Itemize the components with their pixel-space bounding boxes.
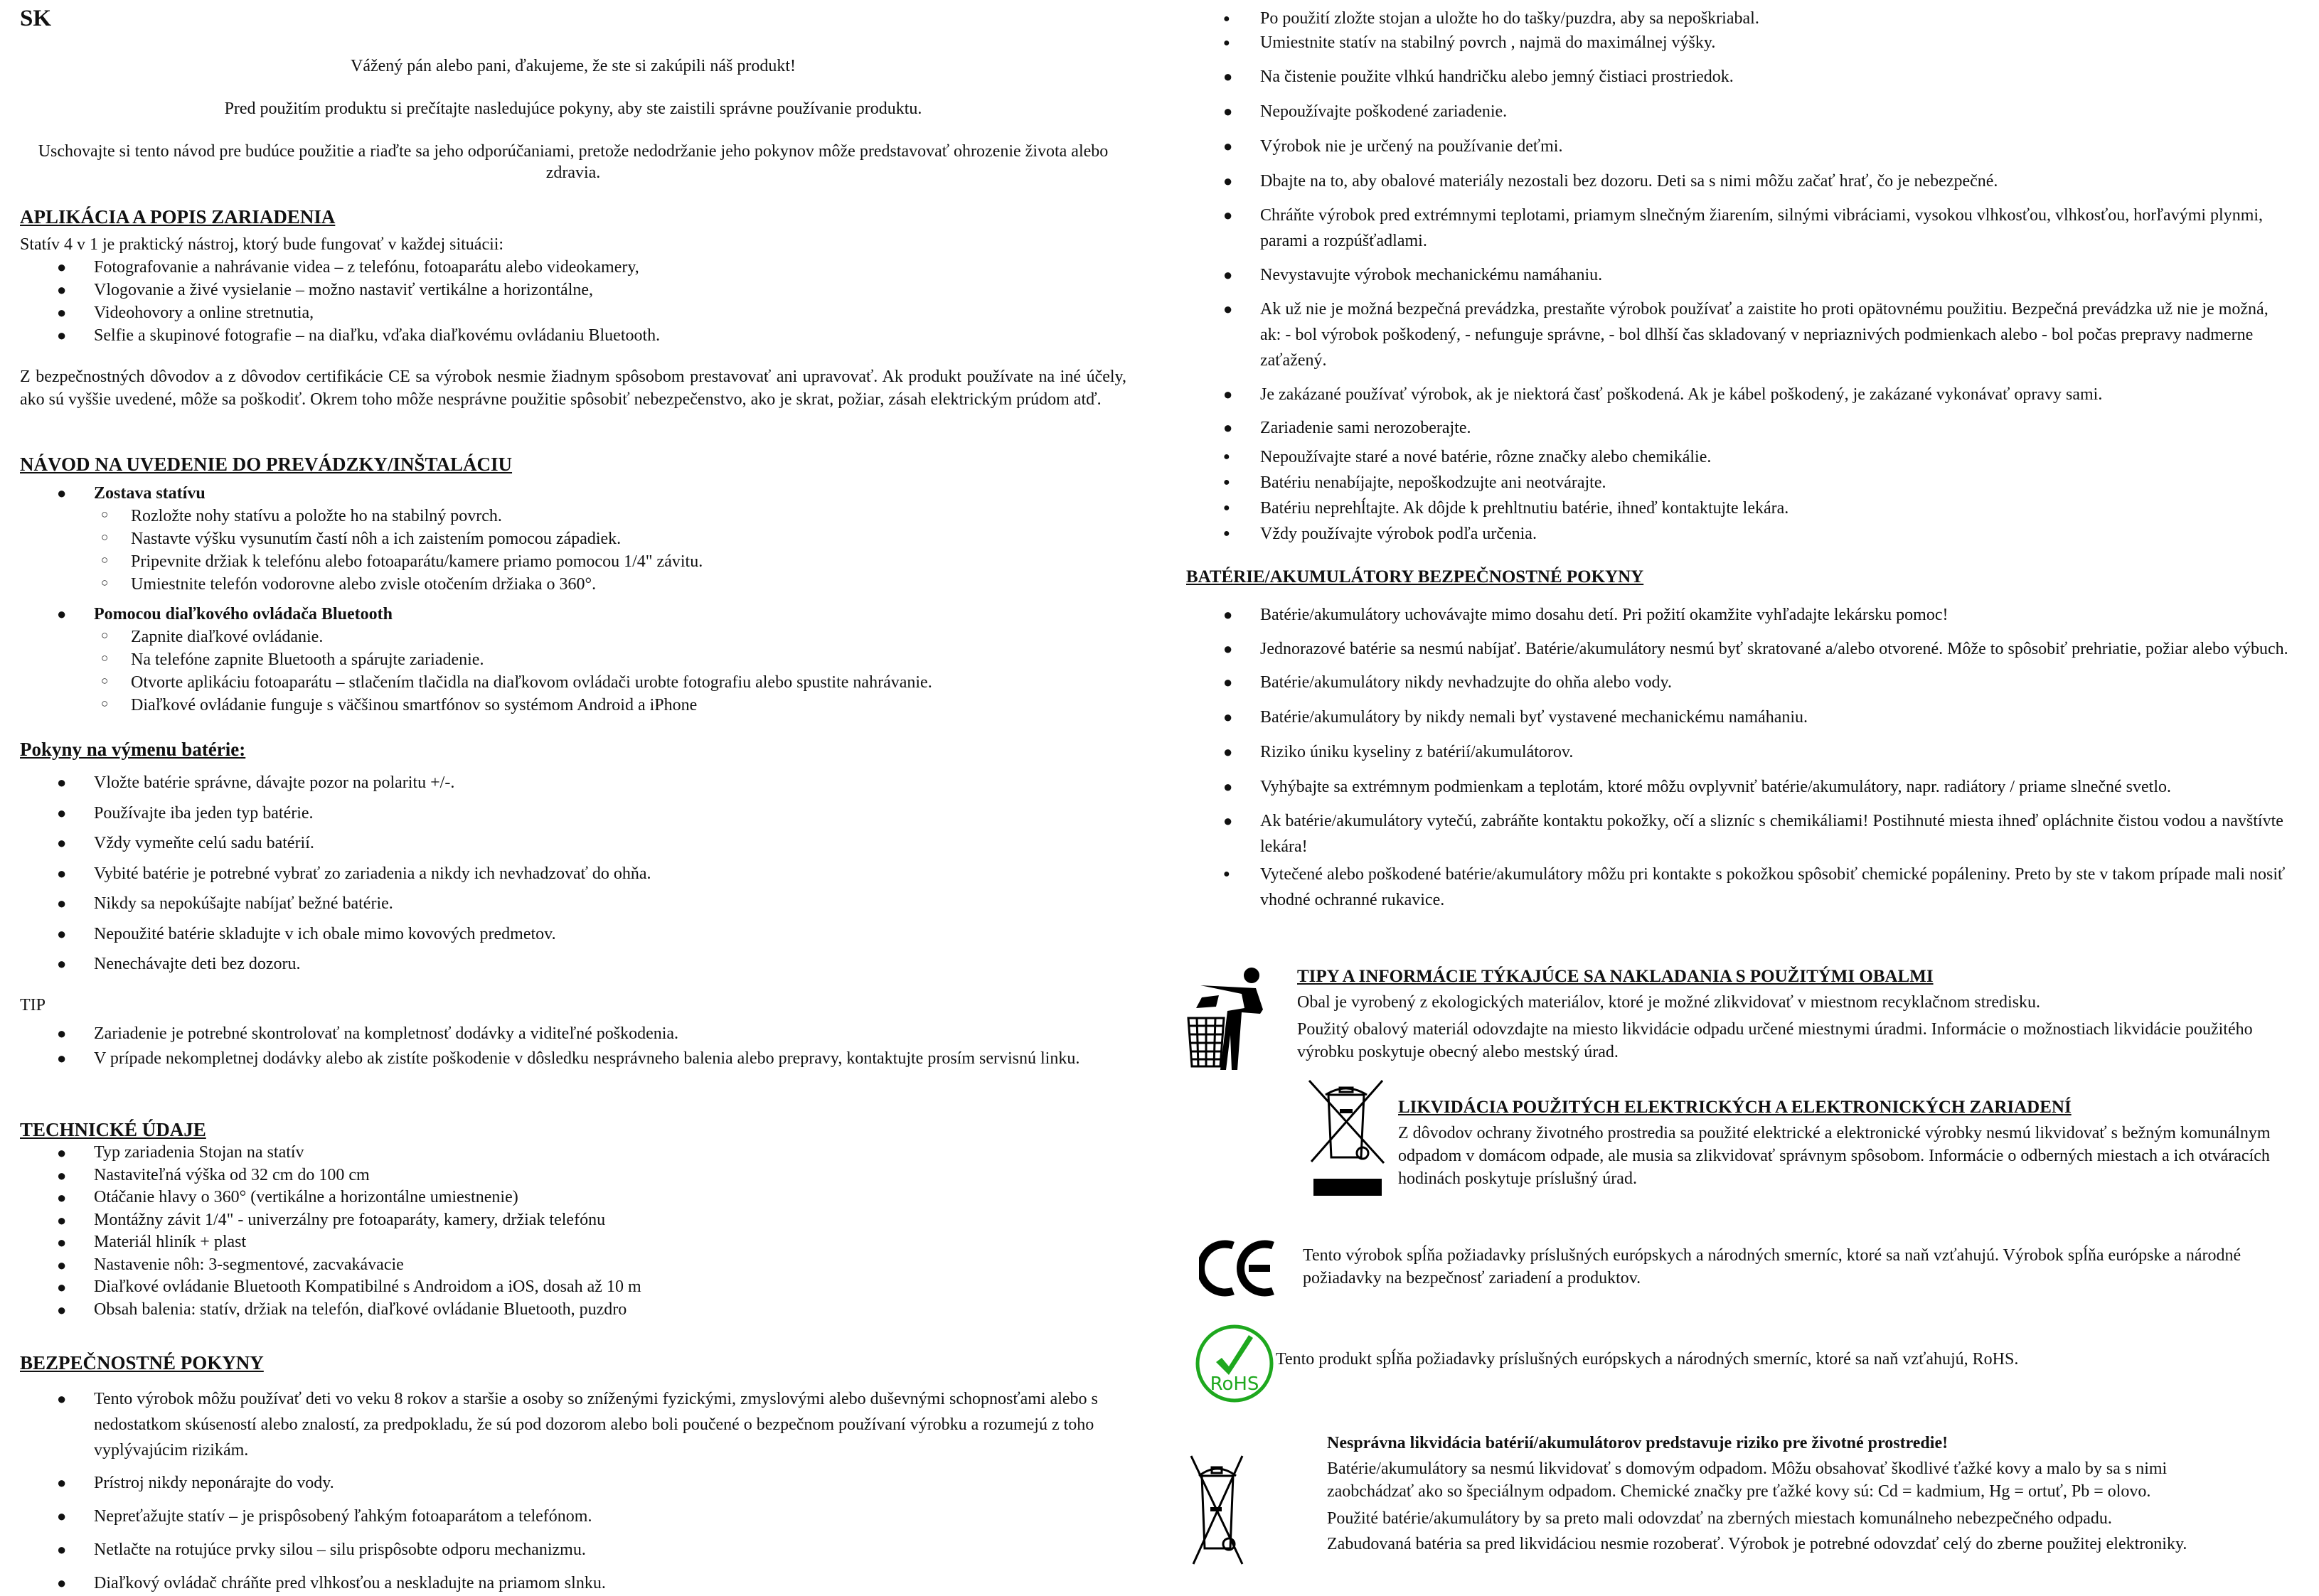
bullet-icon: ● xyxy=(57,605,67,623)
list-item: ● Zostava statívu xyxy=(94,482,1125,505)
bullet-icon: ● xyxy=(57,258,67,276)
list-item: ○ Umiestnite telefón vodorovne alebo zvisle otočením držiaka o 360°. xyxy=(131,573,1126,596)
battery-disposal-text-3: Zabudovaná batéria sa pred likvidáciou nesmie rozoberať. Výrobok je potrebné odovzdať celý do zberne použitej elektroniky. xyxy=(1327,1535,2187,1553)
list-item: ● Materiál hliník + plast xyxy=(94,1231,1125,1254)
rohs-text: Tento produkt spĺňa požiadavky príslušných európskych a národných smerníc, ktoré sa naň vzťahujú, RoHS. xyxy=(1276,1350,2019,1369)
list-item: ● Ak batérie/akumulátory vytečú, zabráňte kontaktu pokožky, očí a slizníc s chemikáliami! Postihnuté miesta ihneď opláchnite čistou vodou a navštívte lekára! xyxy=(1260,808,2291,859)
bullet-icon: ● xyxy=(57,1390,67,1408)
bullet-icon: ● xyxy=(57,1474,67,1491)
rohs-badge-icon xyxy=(1195,1324,1274,1403)
list-item: ● Nastaviteľná výška od 32 cm do 100 cm xyxy=(94,1164,1125,1187)
read-first-note: Pred použitím produktu si prečítajte nasledujúce pokyny, aby ste zaistili správne používanie produktu. xyxy=(224,100,922,118)
circle-bullet-icon: ○ xyxy=(101,674,109,687)
list-item: ● Riziko úniku kyseliny z batérií/akumulátorov. xyxy=(1260,739,2291,765)
bullet-icon: ● xyxy=(57,924,67,943)
bullet-icon: ● xyxy=(1223,300,1233,318)
safety-list-left xyxy=(57,1386,1129,1596)
battery-replacement-heading: Pokyny na výmenu batérie: xyxy=(20,739,246,760)
technical-list xyxy=(57,1142,1125,1321)
bullet-icon: ● xyxy=(1223,102,1233,120)
circle-bullet-icon: ○ xyxy=(101,508,109,521)
list-item: ● Vytečené alebo poškodené batérie/akumulátory môžu pri kontakte s pokožkou spôsobiť chemické popáleniny. Preto by ste v takom prípade mali nosiť vhodné ochranné rukavice. xyxy=(1260,862,2291,913)
list-item: ● Nepoužité batérie skladujte v ich obale mimo kovových predmetov. xyxy=(94,919,1125,950)
list-item: ● Umiestnite statív na stabilný povrch , najmä do maximálnej výšky. xyxy=(1260,31,2291,55)
list-item: ● Pomocou diaľkového ovládača Bluetooth xyxy=(94,603,1125,626)
bullet-icon: ● xyxy=(1223,868,1230,880)
bullet-icon: ● xyxy=(1223,476,1230,488)
keep-manual-note: Uschovajte si tento návod pre budúce použitie a riaďte sa jeho odporúčaniami, pretože nedodržanie jeho pokynov môže predstavovať ohrozenie života alebo zdravia. xyxy=(38,142,1109,182)
bullet-icon: ● xyxy=(57,773,67,791)
bullet-icon: ● xyxy=(1223,640,1233,658)
list-item: ● Vždy používajte výrobok podľa určenia. xyxy=(1260,521,2291,547)
crossed-bin-icon xyxy=(1307,1079,1385,1199)
bullet-icon: ● xyxy=(1223,13,1230,25)
list-item: ○ Otvorte aplikáciu fotoaparátu – stlačením tlačidla na diaľkovom ovládači urobte fotografiu alebo spustite nahrávanie. xyxy=(131,671,1126,694)
list-item: ● Nevystavujte výrobok mechanickému namáhaniu. xyxy=(1260,262,2291,288)
bullet-icon: ● xyxy=(57,1189,67,1206)
circle-bullet-icon: ○ xyxy=(101,628,109,642)
bullet-icon: ● xyxy=(1223,172,1233,190)
list-item: ● Typ zariadenia Stojan na statív xyxy=(94,1142,1125,1164)
bullet-icon: ● xyxy=(57,1211,67,1229)
bullet-icon: ● xyxy=(57,1166,67,1184)
bluetooth-steps xyxy=(101,626,1126,717)
battery-safety-list xyxy=(1223,602,2291,913)
bullet-icon: ● xyxy=(57,955,67,973)
list-item: ● V prípade nekompletnej dodávky alebo ak zistíte poškodenie v dôsledku nesprávneho balenia alebo prepravy, kontaktujte prosím servisnú linku. xyxy=(94,1047,1126,1070)
list-item: ● Diaľkové ovládanie Bluetooth Kompatibilné s Androidom a iOS, dosah až 10 m xyxy=(94,1276,1125,1299)
circle-bullet-icon: ○ xyxy=(101,576,109,589)
list-item: ● Dbajte na to, aby obalové materiály nezostali bez dozoru. Deti sa s nimi môžu začať hrať, čo je nebezpečné. xyxy=(1260,168,2291,194)
bullet-icon: ● xyxy=(1223,206,1233,224)
circle-bullet-icon: ○ xyxy=(101,530,109,544)
battery-safety-heading: BATÉRIE/AKUMULÁTORY BEZPEČNOSTNÉ POKYNY xyxy=(1186,567,1644,587)
bullet-icon: ● xyxy=(57,834,67,852)
list-item: ● Nikdy sa nepokúšajte nabíjať bežné batérie. xyxy=(94,889,1125,919)
bullet-icon: ● xyxy=(1223,385,1233,403)
list-item: ● Na čistenie použite vlhkú handričku alebo jemný čistiaci prostriedok. xyxy=(1260,64,2291,90)
list-item: ● Nastavenie nôh: 3-segmentové, zacvakávacie xyxy=(94,1254,1125,1277)
bullet-icon: ● xyxy=(1223,743,1233,761)
bullet-icon: ● xyxy=(1223,266,1233,284)
list-item: ● Vybité batérie je potrebné vybrať zo zariadenia a nikdy ich nevhadzovať do ohňa. xyxy=(94,859,1125,889)
bullet-icon: ● xyxy=(57,1049,67,1067)
rohs-badge-label: RoHS xyxy=(1210,1373,1259,1395)
bullet-icon: ● xyxy=(1223,451,1230,463)
list-item: ● Ak už nie je možná bezpečná prevádzka, prestaňte výrobok používať a zaistite ho proti opätovnému použitiu. Bezpečná prevádzka už nie je možná, ak: - bol výrobok poškodený, - nefunguje správne, - bol dlhší čas skladovaný v nepriaznivých podmienkach alebo - bol počas prepravy nadmerne zaťažený. xyxy=(1260,296,2291,373)
list-item: ○ Zapnite diaľkové ovládanie. xyxy=(131,626,1126,648)
list-item: ● Prístroj nikdy neponárajte do vody. xyxy=(94,1470,1129,1496)
safety-list-right xyxy=(1223,7,2291,547)
list-item: ● Fotografovanie a nahrávanie videa – z telefónu, fotoaparátu alebo videokamery, xyxy=(94,256,1125,279)
list-item: ● Tento výrobok môžu používať deti vo veku 8 rokov a staršie a osoby so zníženými fyzickými, zmyslovými alebo duševnými schopnosťami alebo s nedostatkom skúseností alebo znalostí, za predpokladu, že sú pod dozorom alebo boli poučené o bezpečnom používaní výrobku a rozumejú z toho vyplývajúcim rizikám. xyxy=(94,1386,1129,1463)
circle-bullet-icon: ○ xyxy=(101,553,109,567)
bullet-icon: ● xyxy=(1223,37,1230,49)
list-item: ● Jednorazové batérie sa nesmú nabíjať. Batérie/akumulátory nesmú byť skratované a/alebo otvorené. Môže to spôsobiť prehriatie, požiar alebo výbuch. xyxy=(1260,636,2291,662)
bullet-icon: ● xyxy=(1223,708,1233,726)
list-item: ● Batérie/akumulátory uchovávajte mimo dosahu detí. Pri požití okamžite vyhľadajte lekársku pomoc! xyxy=(1260,602,2291,628)
list-item: ● Je zakázané používať výrobok, ak je niektorá časť poškodená. Ak je kábel poškodený, je zakázané vykonávať opravy sami. xyxy=(1260,382,2291,407)
bullet-icon: ● xyxy=(57,1024,67,1042)
bullet-icon: ● xyxy=(1223,606,1233,623)
list-item: ● Batériu nenabíjajte, nepoškodzujte ani neotvárajte. xyxy=(1260,470,2291,496)
list-item: ● Nenechávajte deti bez dozoru. xyxy=(94,949,1125,980)
bullet-icon: ● xyxy=(57,1255,67,1274)
list-item: ● Nepreťažujte statív – je prispôsobený ľahkým fotoaparátom a telefónom. xyxy=(94,1504,1129,1529)
battery-disposal-heading: Nesprávna likvidácia batérií/akumulátorov predstavuje riziko pre životné prostredie! xyxy=(1327,1434,1949,1452)
list-item: ○ Nastavte výšku vysunutím častí nôh a ich zaistením pomocou západiek. xyxy=(131,527,1126,550)
list-item: ● Diaľkový ovládač chráňte pred vlhkosťou a neskladujte na priamom slnku. xyxy=(94,1570,1129,1596)
crossed-bin-icon xyxy=(1189,1450,1246,1578)
battery-replacement-list xyxy=(57,768,1125,980)
list-item: ● Vložte batérie správne, dávajte pozor na polaritu +/-. xyxy=(94,768,1125,798)
packaging-heading: TIPY A INFORMÁCIE TÝKAJÚCE SA NAKLADANIA S POUŽITÝMI OBALMI xyxy=(1297,967,1934,986)
list-item: ● Batériu neprehĺtajte. Ak dôjde k prehltnutiu batérie, ihneď kontaktujte lekára. xyxy=(1260,496,2291,521)
bullet-icon: ● xyxy=(57,484,67,502)
packaging-text-2: Použitý obalový materiál odovzdajte na miesto likvidácie odpadu určené miestnymi úradmi. Informácie o možnostiach likvidácie použitého výrobku poskytuje obecný alebo mestský úrad. xyxy=(1297,1020,2253,1061)
application-list xyxy=(57,256,1125,347)
list-item: ● Nepoužívajte poškodené zariadenie. xyxy=(1260,99,2291,124)
installation-heading: NÁVOD NA UVEDENIE DO PREVÁDZKY/INŠTALÁCIU xyxy=(20,454,513,475)
list-item: ● Zariadenie sami nerozoberajte. xyxy=(1260,415,2291,441)
weee-heading: LIKVIDÁCIA POUŽITÝCH ELEKTRICKÝCH A ELEKTRONICKÝCH ZARIADENÍ xyxy=(1398,1098,2072,1117)
bullet-icon: ● xyxy=(57,803,67,822)
bullet-icon: ● xyxy=(57,1300,67,1319)
bullet-icon: ● xyxy=(57,894,67,912)
list-item: ● Vždy vymeňte celú sadu batérií. xyxy=(94,828,1125,859)
bullet-icon: ● xyxy=(57,1278,67,1296)
bullet-icon: ● xyxy=(1223,502,1230,514)
bullet-icon: ● xyxy=(57,1541,67,1558)
bullet-icon: ● xyxy=(57,864,67,882)
list-item: ● Používajte iba jeden typ batérie. xyxy=(94,798,1125,829)
installation-list xyxy=(57,482,1125,505)
bullet-icon: ● xyxy=(1223,527,1230,540)
bullet-icon: ● xyxy=(1223,778,1233,796)
bullet-icon: ● xyxy=(57,304,67,321)
bullet-icon: ● xyxy=(57,1574,67,1592)
bullet-icon: ● xyxy=(57,1144,67,1162)
list-item: ● Batérie/akumulátory nikdy nevhadzujte do ohňa alebo vody. xyxy=(1260,670,2291,695)
ce-text: Tento výrobok spĺňa požiadavky príslušných európskych a národných smerníc, ktoré sa naň vzťahujú. Výrobok spĺňa európske a národné požiadavky na bezpečnosť zariadení a produktov. xyxy=(1303,1246,2241,1287)
list-item: ○ Rozložte nohy statívu a položte ho na stabilný povrch. xyxy=(131,505,1126,527)
circle-bullet-icon: ○ xyxy=(101,697,109,710)
list-item: ● Selfie a skupinové fotografie – na diaľku, vďaka diaľkovému ovládaniu Bluetooth. xyxy=(94,324,1125,347)
list-item: ○ Na telefóne zapnite Bluetooth a spárujte zariadenie. xyxy=(131,648,1126,671)
battery-disposal-text-1: Batérie/akumulátory sa nesmú likvidovať s domovým odpadom. Môžu obsahovať škodlivé ťažké kovy a malo by sa s nimi zaobchádzať ako so špeciálnym odpadom. Chemické značky pre ťažké kovy sú: Cd = kadmium, Hg = ortuť, Pb = olovo. xyxy=(1327,1460,2168,1501)
list-item: ● Zariadenie je potrebné skontrolovať na kompletnosť dodávky a viditeľné poškodenia. xyxy=(94,1022,1126,1045)
bullet-icon: ● xyxy=(1223,673,1233,691)
technical-heading: TECHNICKÉ ÚDAJE xyxy=(20,1119,206,1140)
circle-bullet-icon: ○ xyxy=(101,651,109,665)
list-item: ● Otáčanie hlavy o 360° (vertikálne a horizontálne umiestnenie) xyxy=(94,1187,1125,1209)
bullet-icon: ● xyxy=(57,326,67,344)
language-code: SK xyxy=(20,6,52,31)
litter-bin-icon xyxy=(1186,967,1268,1070)
bullet-icon: ● xyxy=(1223,137,1233,155)
bullet-icon: ● xyxy=(57,281,67,299)
application-heading: APLIKÁCIA A POPIS ZARIADENIA xyxy=(20,206,336,227)
list-item: ● Obsah balenia: statív, držiak na telefón, diaľkové ovládanie Bluetooth, puzdro xyxy=(94,1299,1125,1322)
tip-heading: TIP xyxy=(20,996,46,1014)
list-item: ● Vlogovanie a živé vysielanie – možno nastaviť vertikálne a horizontálne, xyxy=(94,279,1125,301)
bluetooth-group xyxy=(57,603,1125,626)
tip-list xyxy=(57,1022,1126,1070)
bullet-icon: ● xyxy=(57,1233,67,1251)
bullet-icon: ● xyxy=(57,1507,67,1525)
list-item: ● Nepoužívajte staré a nové batérie, rôzne značky alebo chemikálie. xyxy=(1260,444,2291,470)
tripod-assembly-steps xyxy=(101,505,1126,596)
list-item: ● Videohovory a online stretnutia, xyxy=(94,301,1125,324)
list-item: ● Batérie/akumulátory by nikdy nemali byť vystavené mechanickému namáhaniu. xyxy=(1260,705,2291,730)
list-item: ○ Pripevnite držiak k telefónu alebo fotoaparátu/kamere priamo pomocou 1/4" závitu. xyxy=(131,550,1126,573)
list-item: ● Vyhýbajte sa extrémnym podmienkam a teplotám, ktoré môžu ovplyvniť batérie/akumulátory, napr. radiátory / priame slnečné svetlo. xyxy=(1260,774,2291,800)
greeting: Vážený pán alebo pani, ďakujeme, že ste si zakúpili náš produkt! xyxy=(351,57,796,75)
ce-safety-note: Z bezpečnostných dôvodov a z dôvodov certifikácie CE sa výrobok nesmie žiadnym spôsobom prestavovať ani upravovať. Ak produkt používate na iné účely, ako sú vyššie uvedené, môže sa poškodiť. Okrem toho môže nesprávne použitie spôsobiť nebezpečenstvo, ako je skrat, požiar, zásah elektrickým prúdom atď. xyxy=(20,368,1126,409)
application-lead: Statív 4 v 1 je praktický nástroj, ktorý bude fungovať v každej situácii: xyxy=(20,235,504,254)
packaging-text-1: Obal je vyrobený z ekologických materiálov, ktoré je možné zlikvidovať v miestnom recyklačnom stredisku. xyxy=(1297,993,2041,1012)
bullet-icon: ● xyxy=(1223,812,1233,830)
list-item: ● Montážny závit 1/4" - univerzálny pre fotoaparáty, kamery, držiak telefónu xyxy=(94,1209,1125,1232)
bullet-icon: ● xyxy=(1223,68,1233,85)
list-item: ● Po použití zložte stojan a uložte ho do tašky/puzdra, aby sa nepoškriabal. xyxy=(1260,7,2291,31)
list-item: ● Netlačte na rotujúce prvky silou – silu prispôsobte odporu mechanizmu. xyxy=(94,1537,1129,1563)
list-item: ● Chráňte výrobok pred extrémnymi teplotami, priamym slnečným žiarením, silnými vibráciami, vysokou vlhkosťou, vlhkosťou, horľavými plynmi, parami a rozpúšťadlami. xyxy=(1260,203,2291,254)
list-item: ○ Diaľkové ovládanie funguje s väčšinou smartfónov so systémom Android a iPhone xyxy=(131,694,1126,717)
list-item: ● Výrobok nie je určený na používanie deťmi. xyxy=(1260,134,2291,159)
bullet-icon: ● xyxy=(1223,419,1233,437)
safety-heading: BEZPEČNOSTNÉ POKYNY xyxy=(20,1352,264,1373)
battery-disposal-text-2: Použité batérie/akumulátory by sa preto mali odovzdať na zberných miestach komunálneho nebezpečného odpadu. xyxy=(1327,1509,2112,1528)
weee-text: Z dôvodov ochrany životného prostredia sa použité elektrické a elektronické výrobky nesmú likvidovať s bežným komunálnym odpadom v domácom odpade, ale musia sa zlikvidovať správnym spôsobom. Informácie o odberných miestach a ich otváracích hodinách poskytuje príslušný úrad. xyxy=(1398,1124,2271,1188)
ce-mark-icon xyxy=(1199,1240,1277,1297)
